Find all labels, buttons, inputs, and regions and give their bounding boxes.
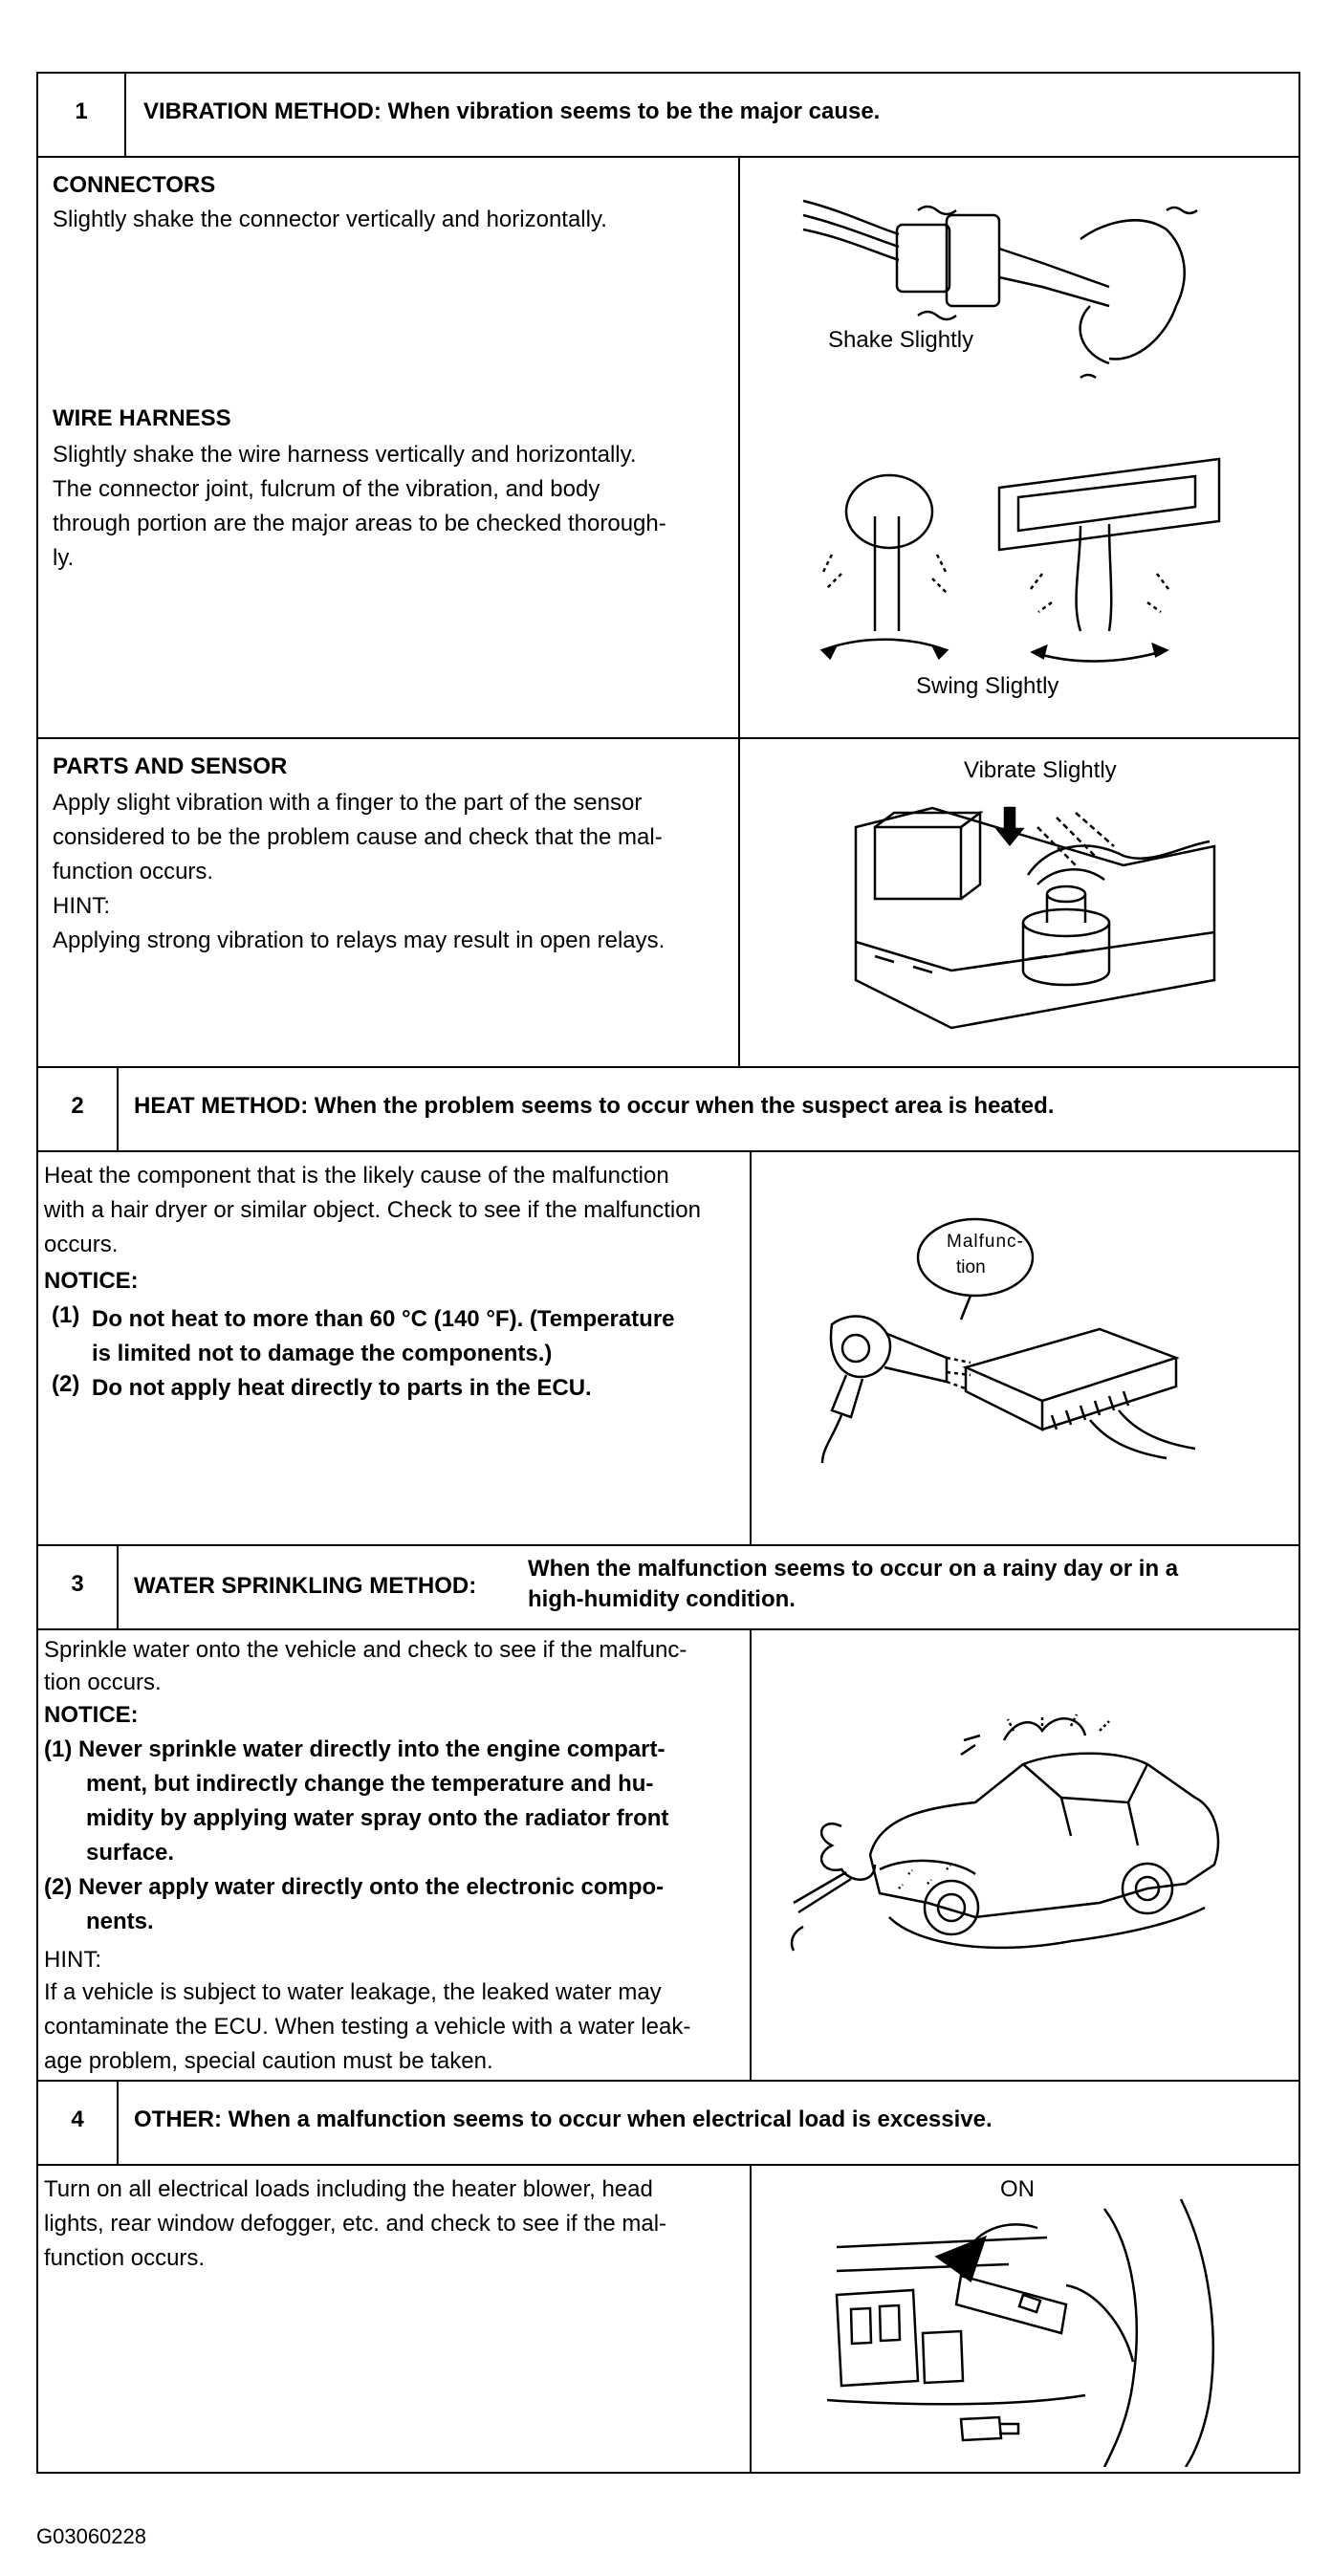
harness-text-2: The connector joint, fulcrum of the vibration, and body: [53, 476, 600, 502]
parts-text-3: function occurs.: [53, 859, 214, 884]
heat-notice-2: Do not apply heat directly to parts in the ECU.: [92, 1375, 592, 1401]
heat-text-3: occurs.: [44, 1232, 119, 1257]
light-switch-on-illustration: [818, 2190, 1238, 2467]
harness-text-1: Slightly shake the wire harness vertically and horizontally.: [53, 442, 637, 468]
water-hint-2: contaminate the ECU. When testing a vehicle with a water leak-: [44, 2014, 691, 2040]
section-4-number: 4: [71, 2107, 84, 2132]
parts-text-2: considered to be the problem cause and check that the mal-: [53, 824, 663, 850]
harness-swing-illustration: [794, 430, 1243, 679]
heat-notice-1-num: (1): [52, 1302, 80, 1328]
section-4-header: OTHER: When a malfunction seems to occur when electrical load is excessive.: [134, 2107, 993, 2132]
section-2-header: HEAT METHOD: When the problem seems to occur when the suspect area is heated.: [134, 1093, 1055, 1119]
section-3-header-label: WATER SPRINKLING METHOD:: [134, 1573, 477, 1599]
section-2-number: 2: [71, 1093, 84, 1119]
section-4-divider: [750, 2164, 752, 2474]
malfunction-bubble-line-2: tion: [956, 1257, 986, 1277]
parts-title: PARTS AND SENSOR: [53, 753, 288, 779]
connectors-text: Slightly shake the connector vertically and horizontally.: [53, 207, 607, 232]
water-hint-3: age problem, special caution must be taken.: [44, 2048, 493, 2074]
malfunction-bubble-line-1: Malfunc-: [947, 1232, 1024, 1252]
harness-caption: Swing Slightly: [916, 673, 1059, 699]
water-text-2: tion occurs.: [44, 1670, 162, 1695]
water-notice-1b: ment, but indirectly change the temperature and hu-: [86, 1771, 654, 1797]
section-3-divider: [750, 1628, 752, 2082]
figure-code: G03060228: [36, 2524, 146, 2548]
parts-text-1: Apply slight vibration with a finger to the part of the sensor: [53, 790, 643, 816]
harness-text-4: ly.: [53, 545, 75, 571]
parts-caption: Vibrate Slightly: [964, 757, 1117, 783]
section-3-header-text-1: When the malfunction seems to occur on a rainy day or in a: [528, 1556, 1179, 1582]
section-3-header-text-2: high-humidity condition.: [528, 1586, 796, 1612]
section-1-header: VIBRATION METHOD: When vibration seems to be the major cause.: [143, 98, 881, 124]
heat-notice-label: NOTICE:: [44, 1268, 139, 1294]
section-2-divider: [750, 1150, 752, 1546]
other-text-2: lights, rear window defogger, etc. and check to see if the mal-: [44, 2211, 667, 2237]
parts-hint: Applying strong vibration to relays may result in open relays.: [53, 928, 666, 953]
section-3-number: 3: [71, 1571, 84, 1597]
water-text-1: Sprinkle water onto the vehicle and check to see if the malfunc-: [44, 1637, 687, 1663]
car-water-spray-illustration: [784, 1712, 1253, 1960]
water-notice-2a: (2) Never apply water directly onto the electronic compo-: [44, 1874, 665, 1900]
parts-hint-label: HINT:: [53, 893, 110, 919]
water-notice-2b: nents.: [86, 1909, 154, 1934]
heat-notice-1a: Do not heat to more than 60 °C (140 °F). (Temperature: [92, 1306, 675, 1332]
water-hint-1: If a vehicle is subject to water leakage, the leaked water may: [44, 1979, 662, 2005]
section-1-row-a-divider: [738, 156, 740, 739]
connectors-title: CONNECTORS: [53, 172, 216, 198]
heat-text-2: with a hair dryer or similar object. Check to see if the malfunction: [44, 1197, 701, 1223]
water-notice-1c: midity by applying water spray onto the radiator front: [86, 1805, 669, 1831]
section-1-number: 1: [75, 98, 88, 124]
other-text-1: Turn on all electrical loads including the heater blower, head: [44, 2176, 653, 2202]
section-1-row-b-divider: [738, 737, 740, 1068]
sensor-vibrate-illustration: [837, 789, 1238, 1037]
water-hint-label: HINT:: [44, 1947, 101, 1973]
connector-shake-illustration: [794, 172, 1214, 392]
water-notice-1d: surface.: [86, 1840, 175, 1866]
water-notice-1a: (1) Never sprinkle water directly into the engine compart-: [44, 1736, 666, 1762]
other-text-3: function occurs.: [44, 2245, 206, 2271]
heat-notice-1b: is limited not to damage the components.): [92, 1341, 553, 1366]
heat-text-1: Heat the component that is the likely cause of the malfunction: [44, 1163, 669, 1189]
harness-title: WIRE HARNESS: [53, 405, 231, 431]
heat-notice-2-num: (2): [52, 1371, 80, 1397]
connectors-caption: Shake Slightly: [828, 327, 974, 353]
water-notice-label: NOTICE:: [44, 1702, 139, 1728]
harness-text-3: through portion are the major areas to be checked thorough-: [53, 511, 666, 536]
switch-on-caption: ON: [1000, 2176, 1035, 2202]
